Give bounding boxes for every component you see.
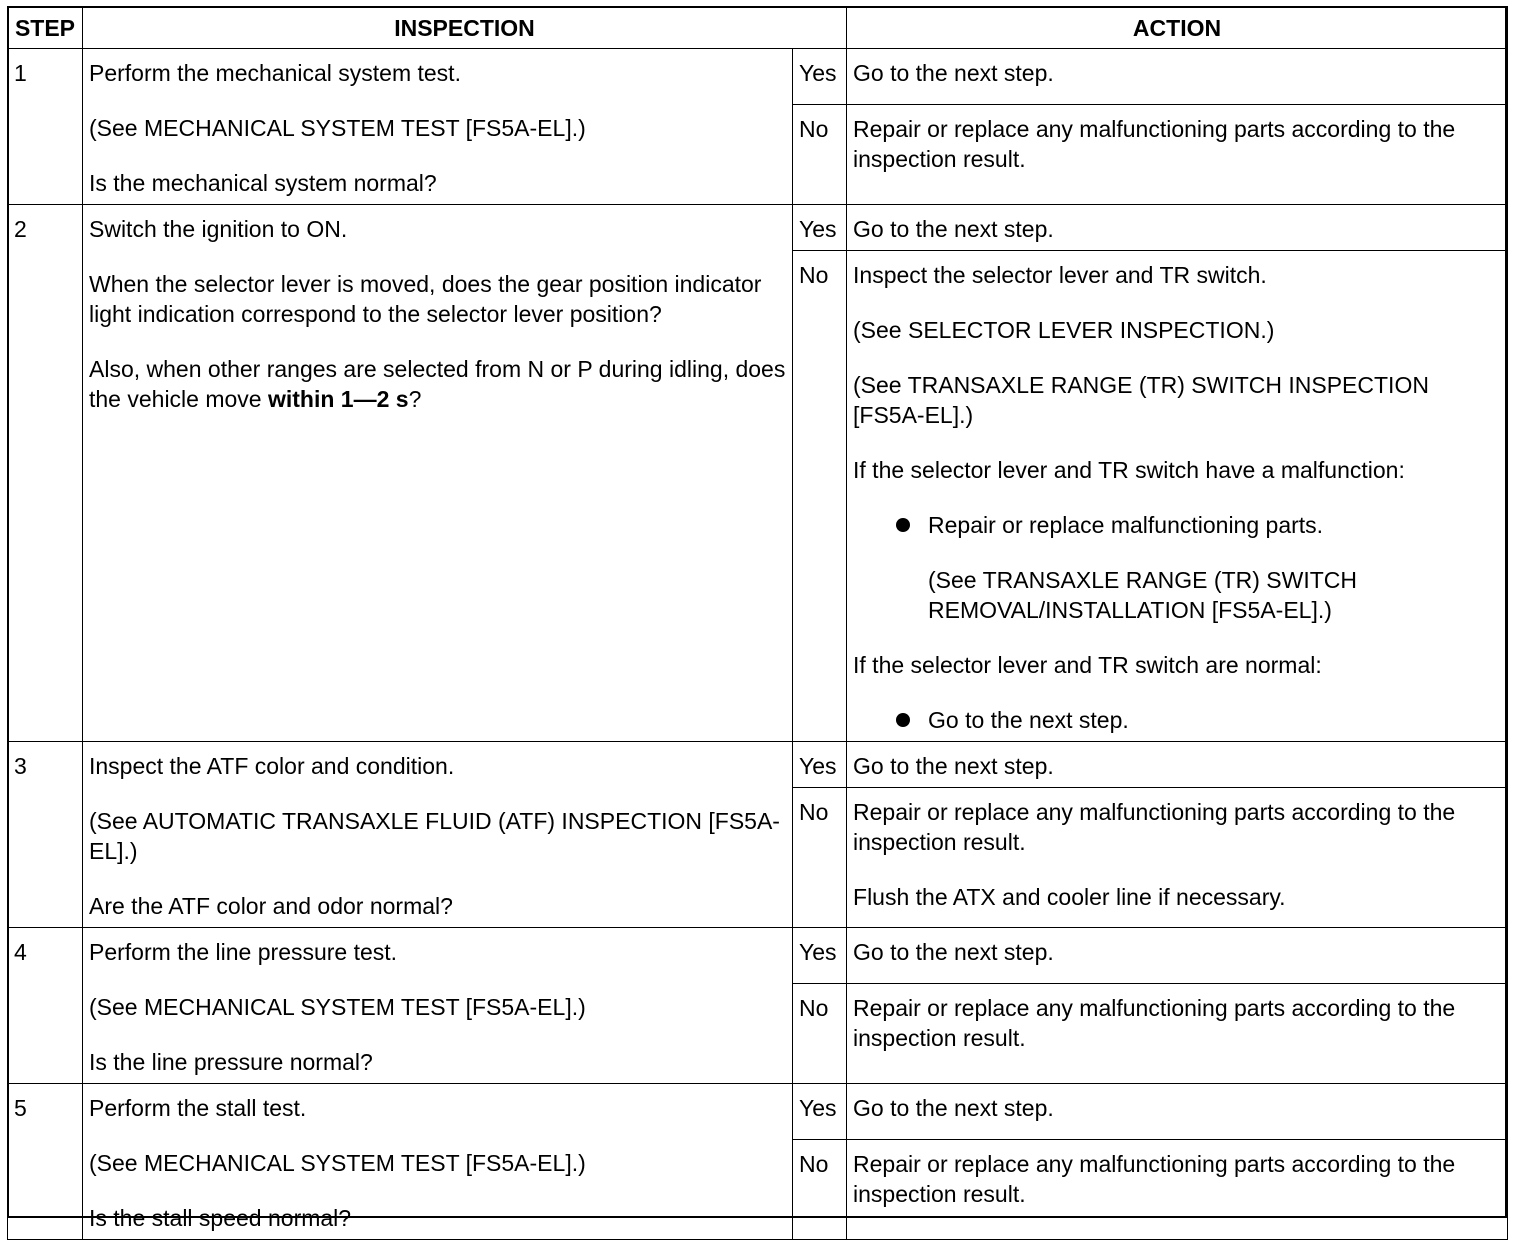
inspection-cell — [83, 205, 793, 742]
action-text: (See TRANSAXLE RANGE (TR) SWITCH INSPECTION [FS5A-EL].) — [853, 372, 1429, 428]
no-action — [847, 251, 1508, 742]
no-label: No — [793, 1140, 847, 1240]
inspection-text: (See MECHANICAL SYSTEM TEST [FS5A-EL].) — [89, 994, 586, 1020]
action-text: Inspect the selector lever and TR switch. — [853, 262, 1267, 288]
step-row — [8, 928, 1508, 984]
header-action: ACTION — [847, 7, 1508, 49]
inspection-text: Perform the stall test. — [89, 1095, 307, 1121]
inspection-emphasis: within 1—2 s — [267, 386, 409, 412]
inspection-text-part: Also, when other ranges are selected from N or P during idling, does the vehicle move — [89, 356, 786, 412]
yes-action: Go to the next step. — [847, 205, 1508, 251]
inspection-cell — [83, 742, 793, 928]
yes-label: Yes — [793, 742, 847, 788]
inspection-text: When the selector lever is moved, does the gear position indicator light indication correspond to the selector lever position? — [89, 271, 762, 327]
yes-label: Yes — [793, 928, 847, 984]
step-row — [8, 1084, 1508, 1140]
no-label: No — [793, 788, 847, 928]
inspection-cell — [83, 49, 793, 205]
bullet-item — [853, 705, 1501, 735]
action-text: If the selector lever and TR switch have a malfunction: — [853, 457, 1405, 483]
bullet-text: Repair or replace malfunctioning parts. — [928, 512, 1324, 538]
inspection-text: (See AUTOMATIC TRANSAXLE FLUID (ATF) INSPECTION [FS5A-EL].) — [89, 808, 780, 864]
yes-action: Go to the next step. — [847, 1084, 1508, 1140]
bullet-icon — [896, 713, 910, 727]
step-number: 1 — [8, 49, 83, 205]
action-text: Flush the ATX and cooler line if necessary. — [853, 884, 1286, 910]
action-text: Repair or replace any malfunctioning parts according to the inspection result. — [853, 1151, 1456, 1207]
inspection-text: Perform the line pressure test. — [89, 939, 398, 965]
action-text: Repair or replace any malfunctioning parts according to the inspection result. — [853, 799, 1456, 855]
action-text: (See SELECTOR LEVER INSPECTION.) — [853, 317, 1275, 343]
inspection-text: Perform the mechanical system test. — [89, 60, 461, 86]
inspection-text: Switch the ignition to ON. — [89, 216, 348, 242]
no-label: No — [793, 105, 847, 205]
bullet-text: Go to the next step. — [928, 707, 1129, 733]
no-action — [847, 1140, 1508, 1240]
inspection-text: Is the stall speed normal? — [89, 1205, 352, 1231]
bullet-item — [853, 510, 1501, 540]
header-step: STEP — [8, 7, 83, 49]
step-number: 3 — [8, 742, 83, 928]
inspection-text: Is the line pressure normal? — [89, 1049, 373, 1075]
inspection-text: Are the ATF color and odor normal? — [89, 893, 453, 919]
inspection-text — [89, 354, 786, 414]
yes-label: Yes — [793, 49, 847, 105]
step-number: 5 — [8, 1084, 83, 1240]
no-action — [847, 984, 1508, 1084]
step-row — [8, 742, 1508, 788]
no-action — [847, 105, 1508, 205]
yes-action: Go to the next step. — [847, 742, 1508, 788]
no-action — [847, 788, 1508, 928]
header-row — [8, 7, 1508, 49]
yes-action: Go to the next step. — [847, 928, 1508, 984]
no-label: No — [793, 251, 847, 742]
step-number: 4 — [8, 928, 83, 1084]
step-row — [8, 49, 1508, 105]
action-text: If the selector lever and TR switch are normal: — [853, 652, 1322, 678]
no-label: No — [793, 984, 847, 1084]
yes-label: Yes — [793, 205, 847, 251]
procedure-table — [7, 6, 1508, 1240]
header-inspection: INSPECTION — [83, 7, 847, 49]
yes-label: Yes — [793, 1084, 847, 1140]
inspection-text: (See MECHANICAL SYSTEM TEST [FS5A-EL].) — [89, 1150, 586, 1176]
inspection-cell — [83, 928, 793, 1084]
inspection-text: (See MECHANICAL SYSTEM TEST [FS5A-EL].) — [89, 115, 586, 141]
action-text: Repair or replace any malfunctioning parts according to the inspection result. — [853, 995, 1456, 1051]
inspection-cell — [83, 1084, 793, 1240]
action-text: Repair or replace any malfunctioning parts according to the inspection result. — [853, 116, 1456, 172]
inspection-text: Is the mechanical system normal? — [89, 170, 437, 196]
step-number: 2 — [8, 205, 83, 742]
bullet-subtext: (See TRANSAXLE RANGE (TR) SWITCH REMOVAL/INSTALLATION [FS5A-EL].) — [928, 567, 1357, 623]
inspection-text-part: ? — [408, 386, 422, 412]
step-row — [8, 205, 1508, 251]
bullet-icon — [896, 518, 910, 532]
inspection-text: Inspect the ATF color and condition. — [89, 753, 455, 779]
yes-action: Go to the next step. — [847, 49, 1508, 105]
